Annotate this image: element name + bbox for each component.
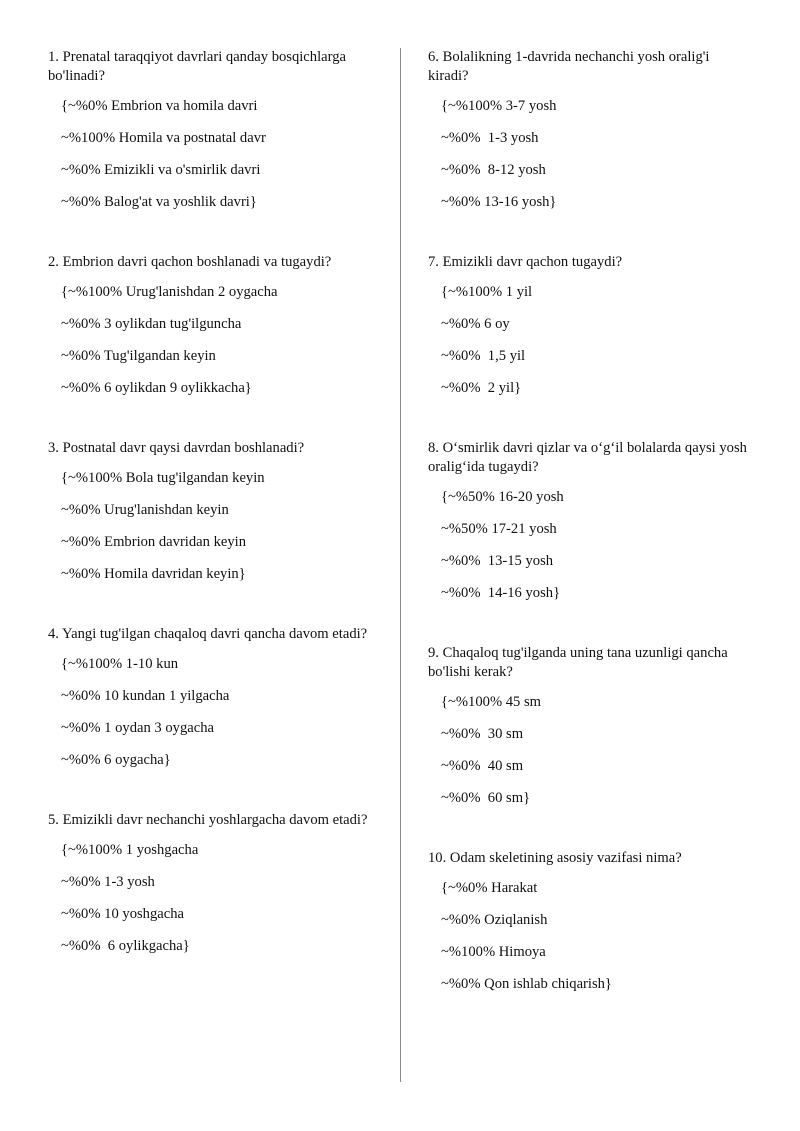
answer-option: ~%0% 13-15 yosh <box>441 553 554 569</box>
answer-option: {~%100% 45 sm <box>441 694 542 710</box>
left-column <box>48 48 370 969</box>
answer-option: ~%0% Embrion davridan keyin <box>61 534 247 550</box>
answer-option: ~%0% Oziqlanish <box>441 912 548 928</box>
answer-option: ~%0% 14-16 yosh} <box>441 585 561 601</box>
question-text: 3. Postnatal davr qaysi davrdan boshlanadi? <box>48 440 305 456</box>
answer-option: ~%0% Balog'at va yoshlik davri} <box>61 194 257 210</box>
answer-option: ~%0% 13-16 yosh} <box>441 194 557 210</box>
answer-option: ~%100% Himoya <box>441 944 546 960</box>
answer-option: {~%100% Urug'lanishdan 2 oygacha <box>61 284 278 300</box>
answer-option: ~%0% 8-12 yosh <box>441 162 546 178</box>
answer-option: ~%0% Tug'ilgandan keyin <box>61 348 216 364</box>
question-9 <box>428 644 750 808</box>
answer-option: ~%0% Urug'lanishdan keyin <box>61 502 229 518</box>
question-text: 1. Prenatal taraqqiyot davrlari qanday bosqichlarga bo'linadi? <box>48 49 346 84</box>
answer-option: {~%0% Harakat <box>441 880 538 896</box>
answer-option: {~%100% 1-10 kun <box>61 656 179 672</box>
question-text: 8. O‘smirlik davri qizlar va o‘g‘il bolalarda qaysi yosh oralig‘ida tugaydi? <box>428 440 747 475</box>
right-column <box>428 48 750 1007</box>
answer-option: ~%100% Homila va postnatal davr <box>61 130 266 146</box>
answer-option: ~%0% 30 sm <box>441 726 524 742</box>
question-10 <box>428 849 750 994</box>
answer-option: ~%0% Qon ishlab chiqarish} <box>441 976 612 992</box>
question-5 <box>48 811 370 956</box>
question-3 <box>48 439 370 584</box>
answer-option: ~%0% 1-3 yosh <box>61 874 155 890</box>
question-text: 9. Chaqaloq tug'ilganda uning tana uzunligi qancha bo'lishi kerak? <box>428 645 728 680</box>
answer-option: {~%100% Bola tug'ilgandan keyin <box>61 470 265 486</box>
answer-option: ~%50% 17-21 yosh <box>441 521 557 537</box>
answer-option: {~%0% Embrion va homila davri <box>61 98 258 114</box>
question-4 <box>48 625 370 770</box>
question-text: 5. Emizikli davr nechanchi yoshlargacha davom etadi? <box>48 812 368 828</box>
answer-option: ~%0% 40 sm <box>441 758 524 774</box>
question-text: 6. Bolalikning 1-davrida nechanchi yosh oralig'i kiradi? <box>428 49 710 84</box>
answer-option: ~%0% Emizikli va o'smirlik davri <box>61 162 261 178</box>
column-divider <box>400 48 401 1082</box>
question-text: 10. Odam skeletining asosiy vazifasi nima? <box>428 850 682 866</box>
answer-option: ~%0% 6 oylikdan 9 oylikkacha} <box>61 380 252 396</box>
question-8 <box>428 439 750 603</box>
answer-option: ~%0% 1 oydan 3 oygacha <box>61 720 214 736</box>
answer-option: ~%0% 6 oy <box>441 316 510 332</box>
question-2 <box>48 253 370 398</box>
answer-option: ~%0% 10 kundan 1 yilgacha <box>61 688 230 704</box>
answer-option: ~%0% 6 oylikgacha} <box>61 938 190 954</box>
answer-option: ~%0% 1,5 yil <box>441 348 526 364</box>
question-text: 4. Yangi tug'ilgan chaqaloq davri qancha davom etadi? <box>48 626 368 642</box>
question-6 <box>428 48 750 212</box>
question-text: 7. Emizikli davr qachon tugaydi? <box>428 254 623 270</box>
answer-option: ~%0% 3 oylikdan tug'ilguncha <box>61 316 242 332</box>
answer-option: ~%0% 1-3 yosh <box>441 130 539 146</box>
question-7 <box>428 253 750 398</box>
answer-option: {~%50% 16-20 yosh <box>441 489 564 505</box>
answer-option: {~%100% 1 yoshgacha <box>61 842 199 858</box>
answer-option: ~%0% Homila davridan keyin} <box>61 566 246 582</box>
question-1 <box>48 48 370 212</box>
answer-option: {~%100% 1 yil <box>441 284 533 300</box>
answer-option: ~%0% 60 sm} <box>441 790 531 806</box>
answer-option: ~%0% 2 yil} <box>441 380 522 396</box>
answer-option: ~%0% 6 oygacha} <box>61 752 171 768</box>
question-text: 2. Embrion davri qachon boshlanadi va tugaydi? <box>48 254 332 270</box>
answer-option: {~%100% 3-7 yosh <box>441 98 557 114</box>
answer-option: ~%0% 10 yoshgacha <box>61 906 184 922</box>
